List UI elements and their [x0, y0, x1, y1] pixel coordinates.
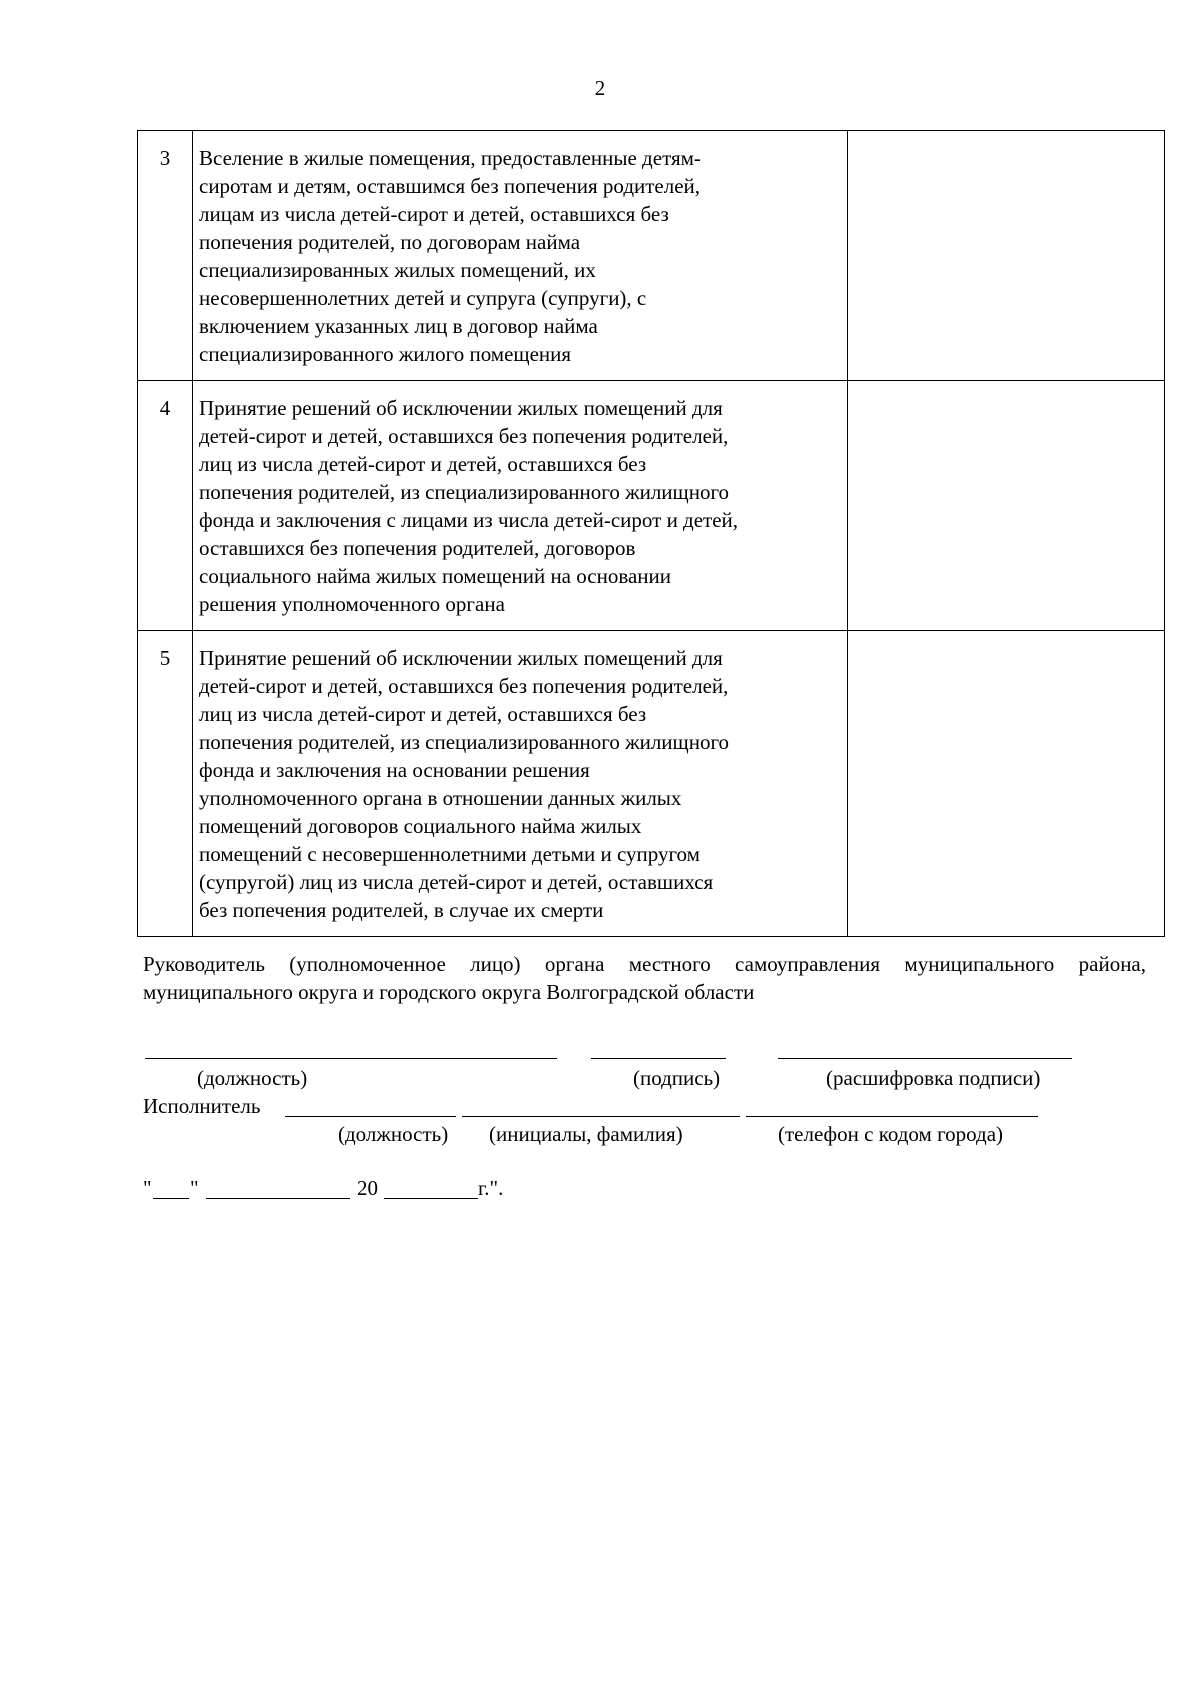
description-line: помещений договоров социального найма жилых — [199, 814, 642, 838]
row-description — [193, 381, 848, 631]
description-line: Вселение в жилые помещения, предоставленные детям- — [199, 146, 701, 170]
description-line: помещений с несовершеннолетними детьми и супругом — [199, 842, 700, 866]
date-suffix: г.". — [478, 1176, 504, 1200]
description-line: детей-сирот и детей, оставшихся без попечения родителей, — [199, 424, 729, 448]
description-line: лицам из числа детей-сирот и детей, оставшихся без — [199, 202, 669, 226]
decryption-signature-line — [778, 1058, 1072, 1059]
description-line: специализированных жилых помещений, их — [199, 258, 596, 282]
row-number: 5 — [138, 631, 193, 937]
description-line: (супругой) лиц из числа детей-сирот и детей, оставшихся — [199, 870, 714, 894]
description-line: оставшихся без попечения родителей, договоров — [199, 536, 636, 560]
description-line: несовершеннолетних детей и супруга (супруги), с — [199, 286, 647, 310]
caption-executor-phone: (телефон с кодом города) — [778, 1122, 1004, 1146]
description-line: социального найма жилых помещений на основании — [199, 564, 672, 588]
row-description — [193, 131, 848, 381]
date-month-line — [206, 1198, 350, 1199]
row-number: 3 — [138, 131, 193, 381]
executor-position-line — [285, 1116, 456, 1117]
page-number: 2 — [594, 76, 606, 100]
description-line: попечения родителей, по договорам найма — [199, 230, 581, 254]
caption-executor-position: (должность) — [338, 1122, 449, 1146]
caption-executor-name: (инициалы, фамилия) — [489, 1122, 683, 1146]
caption-decryption: (расшифровка подписи) — [826, 1066, 1041, 1090]
description-line: сиротам и детям, оставшимся без попечения родителей, — [199, 174, 701, 198]
description-line: включением указанных лиц в договор найма — [199, 314, 598, 338]
table-row — [138, 381, 1165, 631]
description-line: фонда и заключения с лицами из числа детей-сирот и детей, — [199, 508, 739, 532]
description-line: уполномоченного органа в отношении данных жилых — [199, 786, 682, 810]
row-number: 4 — [138, 381, 193, 631]
description-line: фонда и заключения на основании решения — [199, 758, 590, 782]
row-empty-cell — [848, 381, 1165, 631]
date-day-line — [153, 1198, 189, 1199]
row-empty-cell — [848, 631, 1165, 937]
caption-position: (должность) — [197, 1066, 308, 1090]
table-row — [138, 131, 1165, 381]
description-line: лиц из числа детей-сирот и детей, оставшихся без — [199, 702, 647, 726]
date-year-line — [384, 1198, 478, 1199]
description-line: попечения родителей, из специализированного жилищного — [199, 480, 730, 504]
date-year-prefix: 20 — [357, 1176, 378, 1200]
description-line: без попечения родителей, в случае их смерти — [199, 898, 604, 922]
description-line: детей-сирот и детей, оставшихся без попечения родителей, — [199, 674, 729, 698]
row-description — [193, 631, 848, 937]
executor-phone-line — [746, 1116, 1038, 1117]
description-line: лиц из числа детей-сирот и детей, оставшихся без — [199, 452, 647, 476]
services-table — [137, 130, 1165, 937]
signer-title: Руководитель (уполномоченное лицо) органа местного самоуправления муниципального района, муниципального округа и городского округа Волгоградской области — [143, 952, 1146, 1004]
position-signature-line — [145, 1058, 557, 1059]
row-empty-cell — [848, 131, 1165, 381]
date-close-quote: " — [190, 1176, 199, 1200]
description-line: специализированного жилого помещения — [199, 342, 572, 366]
description-line: решения уполномоченного органа — [199, 592, 505, 616]
executor-label: Исполнитель — [143, 1094, 261, 1118]
signature-line — [591, 1058, 726, 1059]
description-line: Принятие решений об исключении жилых помещений для — [199, 396, 723, 420]
description-line: Принятие решений об исключении жилых помещений для — [199, 646, 723, 670]
table-row — [138, 631, 1165, 937]
description-line: попечения родителей, из специализированного жилищного — [199, 730, 730, 754]
date-open-quote: " — [143, 1176, 152, 1200]
executor-name-line — [462, 1116, 740, 1117]
caption-signature: (подпись) — [633, 1066, 721, 1090]
